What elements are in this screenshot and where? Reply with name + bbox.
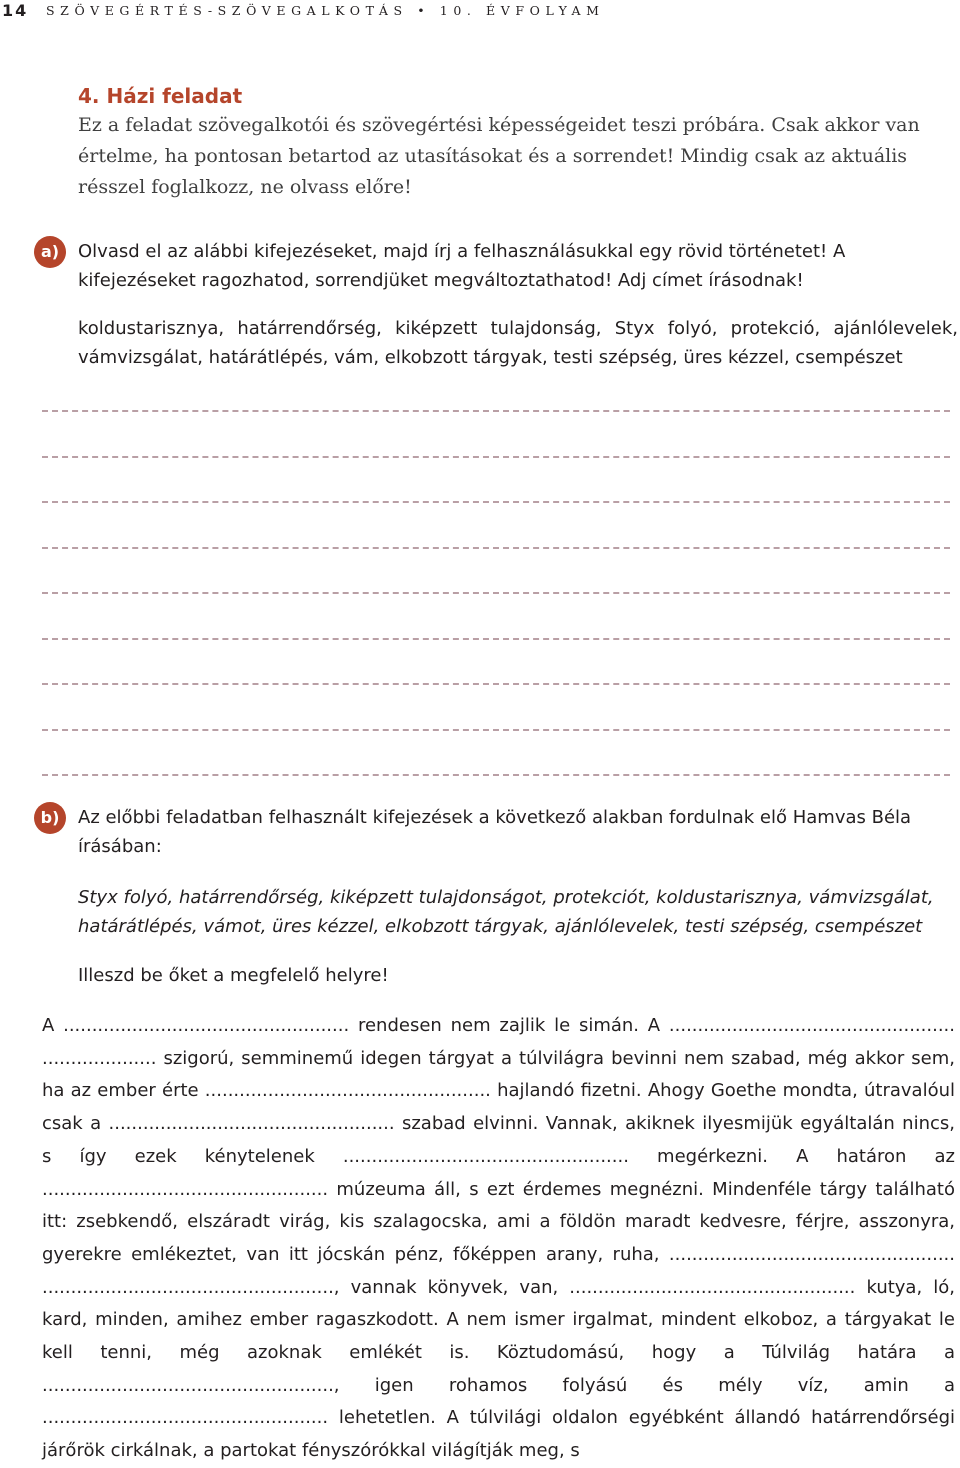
part-a-badge: a) (34, 236, 66, 268)
fill-in-text: A .................................................. rendesen nem zajlik le simán. A .................................................. .................... szigorú, semminemű idegen tárgyat a túlvilágra bevinni nem szabad, még akkor sem, ha az ember érte .................................................. hajlandó fizetni. Ahogy Goethe mondta, útravalóul csak a .................................................. szabad elvinni. Vannak, akiknek ilyesmijük egyáltalán nincs, s így ezek kénytelenek .................................................. megérkezni. A határon az .................................................. múzeuma áll, s ezt érdemes megnézni. Mindenféle tárgy található itt: zsebkendő, elszáradt virág, kis szalagocska, ami a földön maradt kedvesre, férjre, asszonyra, gyerekre emlékeztet, van itt jócskán pénz, főképpen arany, ruha, .................................................. ..................................................., vannak könyvek, van, .................................................. kutya, ló, kard, minden, amihez ember ragaszkodott. A nem ismer irgalmat, mindent elkoboz, a tárgyakat le kell tenni, még azoknak emlékét is. Köztudomású, hogy a Túlvilág határa a ..................................................., igen rohamos folyású és mély víz, amin a .................................................. lehetetlen. A túlvilági oldalon egyébként állandó határrendőrségi járőrök cirkálnak, a partokat fényszórókkal világítják meg, s (42, 1015, 955, 1462)
part-a-instruction: Olvasd el az alábbi kifejezéseket, majd írj a felhasználásukkal egy rövid történetet! A kifejezéseket ragozhatod, sorrendjüket megváltoztathatod! Adj címet írásodnak! (78, 241, 846, 291)
page-header (0, 0, 960, 22)
writing-line[interactable] (42, 729, 950, 731)
page-number: 14 (2, 1, 29, 20)
part-a-expressions: koldustarisznya, határrendőrség, kiképzett tulajdonság, Styx folyó, protekció, ajánlólevelek, vámvizsgálat, határátlépés, vám, elkobzott tárgyak, testi szépség, üres kézzel, csempészet (78, 318, 958, 368)
writing-line[interactable] (42, 456, 950, 458)
part-b-badge: b) (34, 802, 66, 834)
writing-line[interactable] (42, 410, 950, 412)
running-title: SZÖVEGÉRTÉS-SZÖVEGALKOTÁS • 10. ÉVFOLYAM (46, 3, 605, 18)
writing-line[interactable] (42, 547, 950, 549)
writing-line[interactable] (42, 592, 950, 594)
writing-line[interactable] (42, 774, 950, 776)
task-intro: Ez a feladat szövegalkotói és szövegértési képességeidet teszi próbára. Csak akkor van értelme, ha pontosan betartod az utasításokat és a sorrendet! Mindig csak az aktuális résszel foglalkozz, ne olvass előre! (78, 114, 920, 198)
writing-line[interactable] (42, 683, 950, 685)
writing-line[interactable] (42, 638, 950, 640)
fill-instruction: Illeszd be őket a megfelelő helyre! (78, 965, 389, 986)
task-title: 4. Házi feladat (78, 84, 243, 108)
writing-line[interactable] (42, 501, 950, 503)
part-b-instruction: Az előbbi feladatban felhasznált kifejezések a következő alakban fordulnak elő Hamvas Béla írásában: (78, 807, 912, 857)
part-b-expressions: Styx folyó, határrendőrség, kiképzett tulajdonságot, protekciót, koldustarisznya, vámvizsgálat, határátlépés, vámot, üres kézzel, elkobzott tárgyak, ajánlólevelek, testi szépség, csempészet (78, 887, 934, 937)
